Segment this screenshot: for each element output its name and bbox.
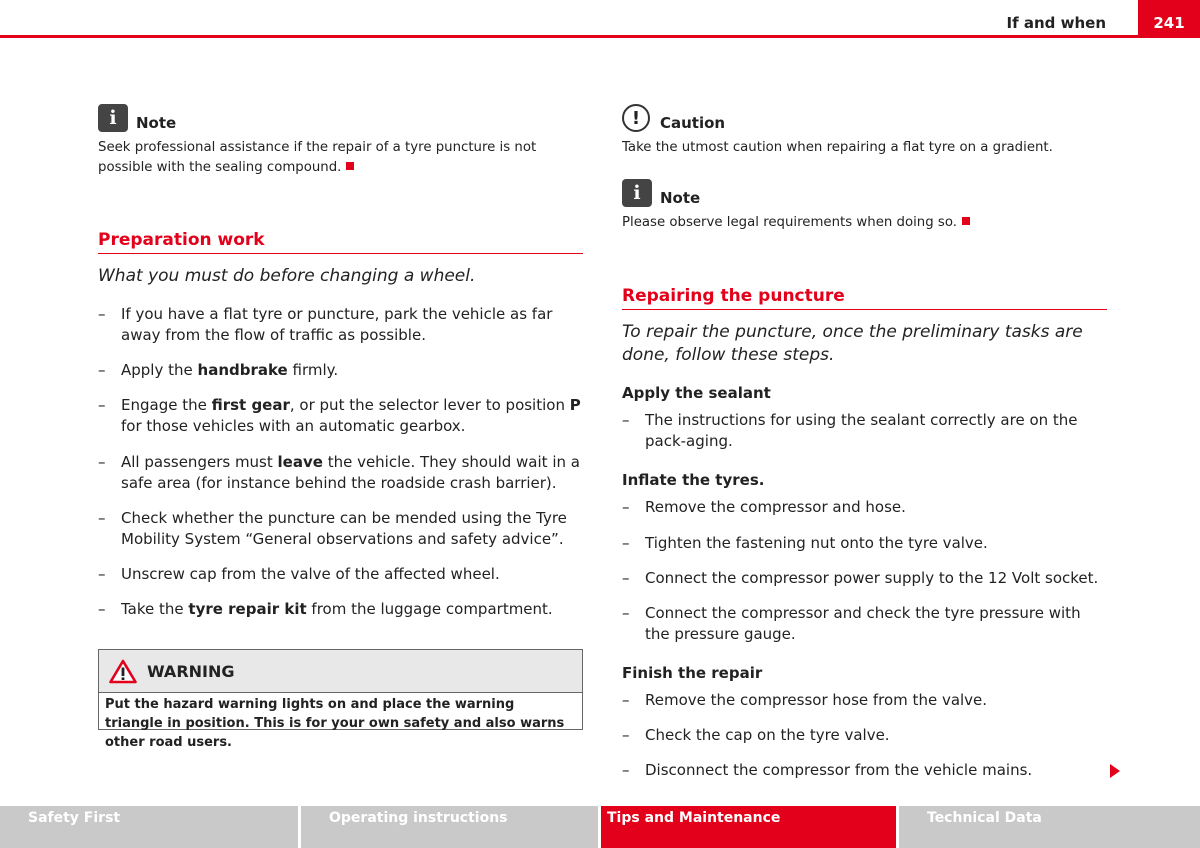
list-item: – Unscrew cap from the valve of the affected wheel.	[98, 565, 500, 583]
subheading-apply-sealant: Apply the sealant	[622, 384, 771, 402]
note-text: Seek professional assistance if the repair of a tyre puncture is not possible with the sealing compound.	[98, 140, 537, 175]
next-page-arrow-icon[interactable]	[1110, 764, 1120, 778]
tab-tips-and-maintenance[interactable]: Tips and Maintenance	[601, 806, 899, 848]
section-title-repairing: Repairing the puncture	[622, 286, 1107, 310]
exclamation-icon: !	[622, 104, 650, 132]
list-item: – Check the cap on the tyre valve.	[622, 726, 890, 744]
list-item: – Connect the compressor and check the tyre pressure with the pressure gauge.	[622, 604, 1081, 643]
end-marker-icon	[962, 217, 970, 225]
warning-header	[99, 650, 582, 693]
tab-safety-first[interactable]: Safety First	[0, 806, 301, 848]
warning-box	[98, 649, 583, 750]
note-header	[622, 179, 700, 207]
info-icon: i	[98, 104, 128, 132]
note-label: Note	[136, 114, 177, 132]
section-intro: To repair the puncture, once the preliminary tasks are done, follow these steps.	[622, 322, 1083, 365]
list-item: – Disconnect the compressor from the vehicle mains.	[622, 761, 1033, 779]
list-item: – Check whether the puncture can be mended using the Tyre Mobility System “General observations and safety advice”.	[98, 509, 567, 548]
list-item: – Remove the compressor and hose.	[622, 498, 906, 516]
warning-label: WARNING	[147, 661, 235, 681]
warning-triangle-icon	[109, 659, 137, 684]
list-item: – Remove the compressor hose from the valve.	[622, 691, 988, 709]
caution-label: Caution	[660, 114, 726, 132]
end-marker-icon	[346, 162, 354, 170]
list-item: – Connect the compressor power supply to the 12 Volt socket.	[622, 569, 1099, 587]
running-header: If and when	[1006, 14, 1106, 32]
list-item: – Take the tyre repair kit from the luggage compartment.	[98, 600, 553, 618]
note-label: Note	[660, 189, 701, 207]
subheading-finish: Finish the repair	[622, 664, 763, 682]
list-item: – The instructions for using the sealant correctly are on the pack-aging.	[622, 411, 1078, 450]
list-item: – Apply the handbrake firmly.	[98, 361, 339, 379]
list-item: – If you have a flat tyre or puncture, park the vehicle as far away from the flow of traffic as possible.	[98, 305, 553, 344]
caution-text: Take the utmost caution when repairing a flat tyre on a gradient.	[622, 140, 1053, 155]
subheading-inflate: Inflate the tyres.	[622, 471, 765, 489]
list-item: – All passengers must leave the vehicle. They should wait in a safe area (for instance behind the roadside crash barrier).	[98, 453, 580, 492]
list-item: – Tighten the fastening nut onto the tyre valve.	[622, 534, 988, 552]
list-item: – Engage the first gear, or put the selector lever to position P for those vehicles with an automatic gearbox.	[98, 396, 581, 435]
section-title-preparation: Preparation work	[98, 230, 583, 254]
header-rule	[0, 35, 1200, 38]
tab-technical-data[interactable]: Technical Data	[899, 806, 1200, 848]
warning-text: Put the hazard warning lights on and place the warning triangle in position. This is for your own safety and also warns other road users.	[105, 697, 565, 750]
page-number: 241	[1138, 0, 1200, 38]
tab-operating-instructions[interactable]: Operating instructions	[301, 806, 601, 848]
section-intro: What you must do before changing a wheel.	[98, 266, 476, 286]
caution-header	[622, 104, 725, 132]
info-icon: i	[622, 179, 652, 207]
note-header	[98, 104, 176, 132]
note-text: Please observe legal requirements when doing so.	[622, 213, 1107, 233]
footer-nav	[0, 806, 1200, 848]
